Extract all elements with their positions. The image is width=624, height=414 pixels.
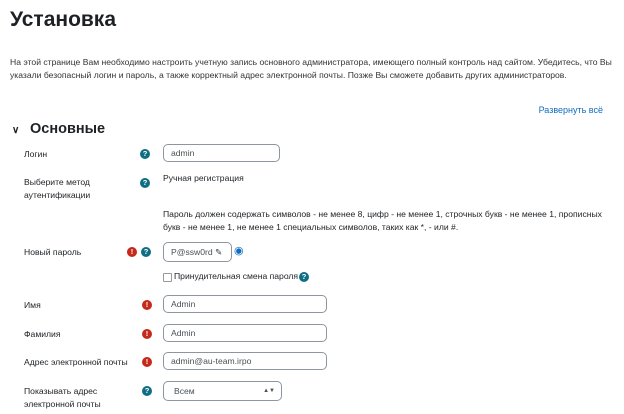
force-change-label: Принудительная смена пароля (174, 271, 299, 281)
maildisplay-value: Всем (174, 386, 195, 396)
required-icon: ! (142, 357, 152, 367)
eye-icon[interactable]: ◉ (234, 245, 244, 257)
firstname-input[interactable]: Admin (163, 295, 327, 313)
lastname-label: Фамилия (24, 329, 61, 339)
expand-all-link[interactable]: Развернуть всё (538, 105, 603, 115)
email-label: Адрес электронной почты (24, 357, 128, 367)
auth-label: Выберите метод аутентификации (24, 177, 91, 200)
firstname-label: Имя (24, 300, 41, 310)
password-rules: Пароль должен содержать символов - не менее 8, цифр - не менее 1, строчных букв - не менее 1, прописных букв - не менее 1, не менее 1 специальных символов, таких как *, - или #. (163, 209, 602, 232)
required-icon: ! (142, 329, 152, 339)
lastname-input[interactable]: Admin (163, 324, 327, 342)
force-change-checkbox[interactable] (163, 273, 172, 282)
maildisplay-label: Показывать адрес электронной почты (24, 386, 101, 409)
page-title: Установка (10, 8, 116, 31)
pencil-icon[interactable]: ✎ (215, 247, 223, 257)
help-icon[interactable]: ? (299, 272, 309, 282)
section-header[interactable] (12, 121, 105, 137)
required-icon: ! (127, 247, 137, 257)
login-label: Логин (24, 149, 48, 159)
maildisplay-select[interactable] (163, 381, 282, 401)
section-title: Основные (30, 121, 106, 137)
email-input[interactable]: admin@au-team.irpo (163, 352, 327, 370)
help-icon[interactable]: ? (141, 247, 151, 257)
help-icon[interactable]: ? (140, 149, 150, 159)
login-input[interactable]: admin (163, 144, 280, 162)
password-value: P@ssw0rd (171, 247, 213, 257)
chevron-down-icon: ∨ (12, 125, 20, 136)
required-icon: ! (142, 300, 152, 310)
password-label: Новый пароль (24, 247, 82, 257)
help-icon[interactable]: ? (142, 386, 152, 396)
help-icon[interactable]: ? (140, 178, 150, 188)
password-input[interactable] (163, 242, 232, 262)
auth-value: Ручная регистрация (163, 173, 244, 183)
select-arrows-icon: ▲▼ (263, 388, 275, 394)
intro-text: На этой странице Вам необходимо настроить учетную запись основного администратора, имеющего полный контроль над сайтом. Убедитесь, что Вы указали безопасный логин и пароль, а также корректный адрес электронной почты. Позже Вы сможете добавить других администраторов. (10, 57, 612, 80)
